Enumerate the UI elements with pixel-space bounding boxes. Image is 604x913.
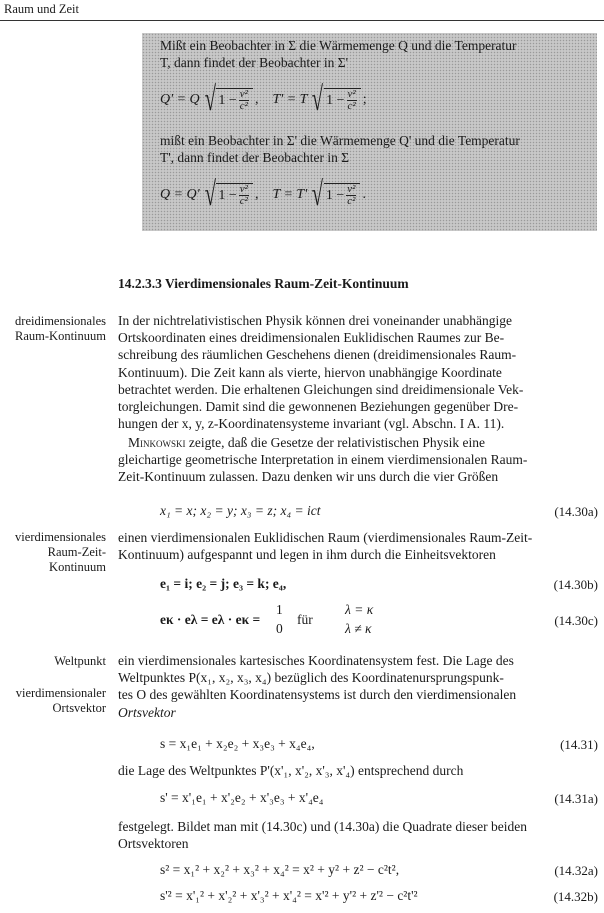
p3-line-2: Kontinuum) aufgespannt und legen in ihm durch die Einheitsvektoren <box>118 547 496 563</box>
p2-line-1-text: zeigte, daß die Gesetze der relativistischen Physik eine <box>185 435 486 450</box>
equation-14-30c-cond-2: λ ≠ κ <box>345 621 372 636</box>
sqrt-3: √ 1 − $\frac{\text{v²}}{\text{c²}}$ <box>201 180 253 210</box>
sqrt-2: √ 1 − $\frac{\text{v²}}{\text{c²}}$ <box>308 85 360 115</box>
box-line-4: T', dann findet der Beobachter in Σ <box>160 150 350 165</box>
equation-number-14-32a: (14.32a) <box>554 863 598 878</box>
equation-14-31a: s' = x'₁e₁ + x'₂e₂ + x'₃e₃ + x'₄e₄ <box>160 790 324 805</box>
p1-line: Ortskoordinaten eines dreidimensionalen Euklidischen Raumes zur Be- <box>118 330 505 346</box>
paragraph-6 <box>118 818 598 852</box>
formula-2-mid: T = T' <box>272 187 308 202</box>
equation-14-30c-lhs: eκ · eλ = eλ · eκ = <box>160 612 261 627</box>
equation-14-30c-val-1: 1 <box>276 602 283 617</box>
p1-line: betrachtet werden. Die erhaltenen Gleichungen sind dreidimensionale Vek- <box>118 381 524 397</box>
paragraph-5 <box>118 762 598 779</box>
p2-line-3: Zeit-Kontinuum zulassen. Dazu denken wir uns durch die vier Größen <box>118 469 499 485</box>
p4-line-2: Weltpunktes P(x₁, x₂, x₃, x₄) bezüglich des Koordinatenursprungspunk- <box>118 670 504 686</box>
margin-note-weltpunkt: Weltpunkt <box>54 654 106 668</box>
paragraph-1 <box>118 312 598 432</box>
section-title: 14.2.3.3 Vierdimensionales Raum-Zeit-Kontinuum <box>118 276 409 291</box>
frac-den-1: c² <box>239 100 248 112</box>
author-minkowski: Minkowski <box>128 435 186 450</box>
margin-note-ortsvektor-line1: vierdimensionaler <box>15 686 106 700</box>
equation-number-14-30a: (14.30a) <box>554 504 598 519</box>
paragraph-4 <box>118 652 598 721</box>
p3-line-1: einen vierdimensionalen Euklidischen Raum (vierdimensionales Raum-Zeit- <box>118 530 533 545</box>
margin-note-4d-line2: Raum-Zeit- <box>47 545 106 559</box>
equation-14-30c-cond-1: λ = κ <box>345 602 374 617</box>
margin-note-ortsvektor-line2: Ortsvektor <box>52 701 106 715</box>
p1-line: In der nichtrelativistischen Physik können drei voneinander unabhängige <box>118 313 513 328</box>
p6-line-1: festgelegt. Bildet man mit (14.30c) und (14.30a) die Quadrate dieser beiden <box>118 819 527 834</box>
equation-number-14-30c: (14.30c) <box>554 613 598 628</box>
equation-14-31: s = x₁e₁ + x₂e₂ + x₃e₃ + x₄e₄, <box>160 736 315 751</box>
box-line-2: T, dann findet der Beobachter in Σ' <box>160 55 349 70</box>
equation-number-14-32b: (14.32b) <box>553 889 598 904</box>
p4-line-1: ein vierdimensionales kartesisches Koordinatensystem fest. Die Lage des <box>118 653 514 668</box>
frac-den-3: c² <box>239 195 248 207</box>
p1-line: hungen der x, y, z-Koordinatensysteme invariant (vgl. Abschn. I A. 11). <box>118 416 505 432</box>
p2-line-1 <box>118 434 598 451</box>
p1-line: schreibung des räumlichen Geschehens dienen (dreidimensionales Raum- <box>118 347 517 363</box>
margin-note-4d-line3: Kontinuum <box>49 560 106 574</box>
root-one-2: 1 − <box>326 92 345 108</box>
frac-num-2: v² <box>347 88 356 100</box>
formula-2-left: Q = Q' <box>160 187 200 202</box>
root-one-4: 1 − <box>325 187 345 203</box>
margin-note-3d-line1: dreidimensionales <box>15 314 106 328</box>
p5-line: die Lage des Weltpunktes P'(x'₁, x'₂, x'₃, x'₄) entsprechend durch <box>118 763 464 778</box>
p4-line-3: tes O des gewählten Koordinatensystems ist durch den vierdimensionalen <box>118 687 517 703</box>
equation-number-14-31a: (14.31a) <box>554 791 598 806</box>
margin-note-4d-line1: vierdimensionales <box>15 530 106 544</box>
p1-line: torgleichungen. Damit sind die gewonnenen Beziehungen gegenüber Dre- <box>118 399 519 415</box>
header-rule <box>0 20 604 21</box>
frac-num-1: v² <box>239 88 248 100</box>
p2-line-2: gleichartige geometrische Interpretation in einem vierdimensionalen Raum- <box>118 452 528 468</box>
formula-1-mid: T' = T <box>272 92 308 107</box>
p6-line-2: Ortsvektoren <box>118 836 189 852</box>
equation-14-32a: s² = x₁² + x₂² + x₃² + x₄² = x² + y² + z² − c²t², <box>160 862 400 877</box>
paragraph-2 <box>118 434 598 486</box>
sqrt-1: √ 1 − $\frac{\text{v²}}{\text{c²}}$ <box>201 85 253 115</box>
equation-14-30a: x₁ = x; x₂ = y; x₃ = z; x₄ = ict <box>160 503 321 518</box>
equation-number-14-31: (14.31) <box>560 737 598 752</box>
box-line-3: mißt ein Beobachter in Σ' die Wärmemenge Q' und die Temperatur <box>160 133 520 148</box>
formula-q-prime: Q' = Q √ 1 − $\frac{\text{v²}}{\text{c²}}$ , T' = T √ 1 − $\frac{\text{v²}}{\text{c²}}$ ; <box>160 81 367 118</box>
sqrt-4: √ 1 − $\frac{\text{v²}}{\text{c²}}$ <box>308 180 360 210</box>
margin-note-4d <box>2 530 106 575</box>
equation-14-30c-fuer: für <box>297 612 313 627</box>
box-line-1: Mißt ein Beobachter in Σ die Wärmemenge Q und die Temperatur <box>160 38 517 53</box>
formula-1-left: Q' = Q <box>160 92 200 107</box>
root-one-1: 1 − <box>218 92 237 108</box>
running-header: Raum und Zeit <box>4 2 79 16</box>
p1-line: Kontinuum). Die Zeit kann als vierte, hiervon unabhängige Koordinate <box>118 364 502 380</box>
frac-den-2: c² <box>347 100 356 112</box>
equation-14-32b: s'² = x'₁² + x'₂² + x'₃² + x'₄² = x'² + y'² + z'² − c²t'² <box>160 888 418 903</box>
margin-note-ortsvektor <box>2 686 106 716</box>
formula-q: Q = Q' √ 1 − $\frac{\text{v²}}{\text{c²}}$ , T = T' √ 1 − $\frac{\text{v²}}{\text{c²}}$ . <box>160 176 366 213</box>
margin-note-3d-line2: Raum-Kontinuum <box>15 329 106 343</box>
frac-num-4: v² <box>347 183 356 195</box>
equation-number-14-30b: (14.30b) <box>553 577 598 592</box>
root-one-3: 1 − <box>218 187 237 203</box>
equation-14-30c-val-0: 0 <box>276 621 283 636</box>
p4-line-4: Ortsvektor <box>118 704 176 720</box>
frac-num-3: v² <box>239 183 248 195</box>
paragraph-3 <box>118 529 598 563</box>
equation-14-30b: e₁ = i; e₂ = j; e₃ = k; e₄, <box>160 576 287 591</box>
frac-den-4: c² <box>347 195 356 207</box>
margin-note-3d <box>2 314 106 344</box>
